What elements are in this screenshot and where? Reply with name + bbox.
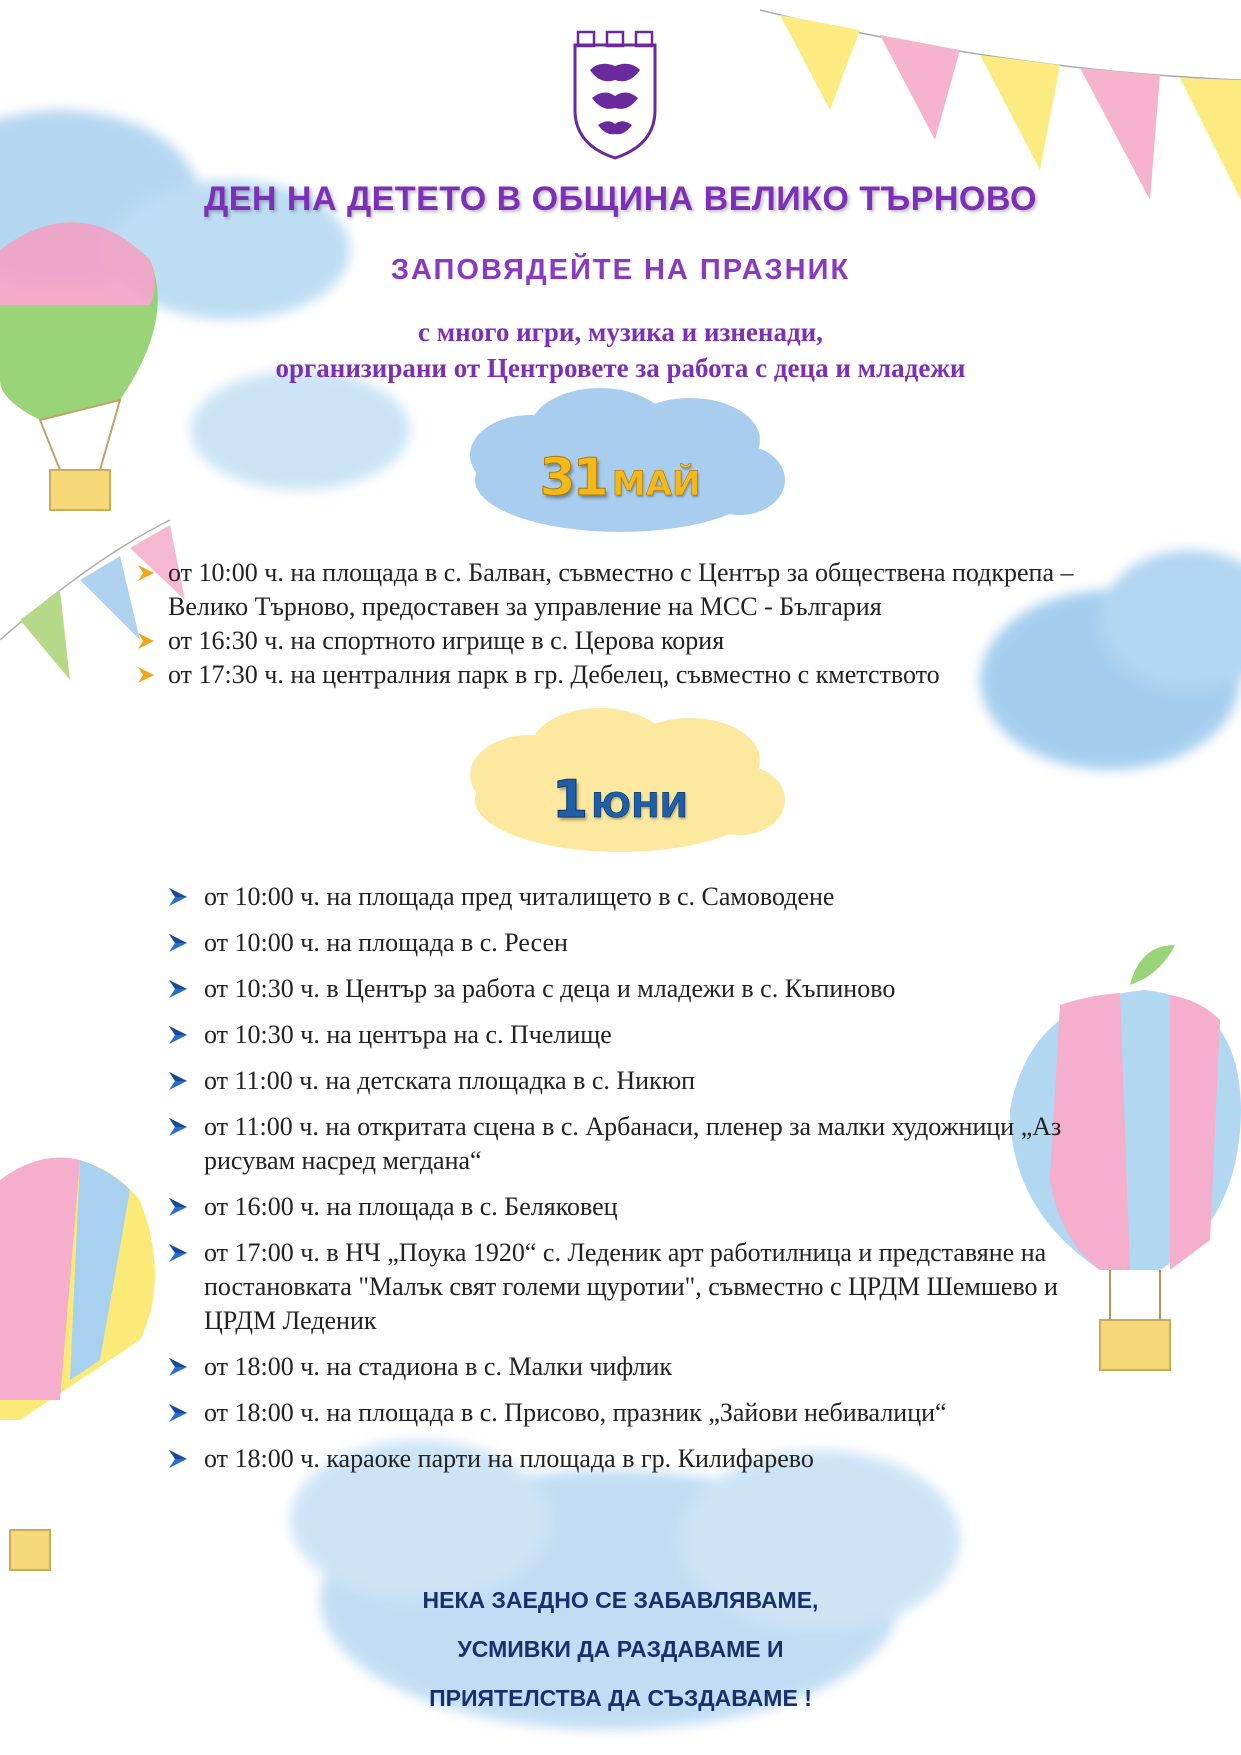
list-item [166,1236,1126,1338]
arrow-bullet-icon [166,977,190,1001]
page-title: ДЕН НА ДЕТЕТО В ОБЩИНА ВЕЛИКО ТЪРНОВО [204,180,1037,218]
list-item [166,1190,1126,1224]
arrow-bullet-icon [166,1115,190,1139]
arrow-bullet-icon [166,1355,190,1379]
event-text: от 10:30 ч. в Център за работа с деца и младежи в с. Къпиново [204,974,896,1003]
event-text: от 10:30 ч. на центъра на с. Пчелище [204,1020,612,1049]
event-text: от 11:00 ч. на откритата сцена в с. Арбанаси, пленер за малки художници „Аз рисувам насред мегдана“ [204,1112,1062,1175]
arrow-bullet-icon [166,1401,190,1425]
arrow-bullet-icon [134,561,158,585]
list-item [166,1350,1126,1384]
balloon-bottom-left [0,1158,155,1571]
list-item [166,1110,1126,1178]
list-item [134,658,1154,692]
closing-line-1: НЕКА ЗАЕДНО СЕ ЗАБАВЛЯВАМЕ, [422,1587,819,1613]
list-item [166,926,1126,960]
event-text: от 17:00 ч. в НЧ „Поука 1920“ с. Леденик арт работилница и представяне на постановката "Малък свят големи щуротии", съвместно с ЦРДМ Шемшево и ЦРДМ Леденик [204,1238,1058,1335]
list-item [166,1064,1126,1098]
subtitle-line-2: организирани от Центровете за работа с деца и младежи [275,353,966,383]
list-item [166,1396,1126,1430]
list-item [166,880,1126,914]
list-item [134,624,1154,658]
event-text: от 10:00 ч. на площада пред читалището в с. Самоводене [204,882,835,911]
bunting-top-right [760,10,1241,200]
arrow-bullet-icon [134,663,158,687]
event-text: от 18:00 ч. караоке парти на площада в гр. Килифарево [204,1444,814,1473]
event-text: от 16:00 ч. на площада в с. Беляковец [204,1192,618,1221]
date-month: ЮНИ [591,786,688,826]
arrow-bullet-icon [166,885,190,909]
arrow-bullet-icon [166,1241,190,1265]
date-month: МАЙ [611,464,701,504]
arrow-bullet-icon [166,1023,190,1047]
arrow-bullet-icon [134,629,158,653]
arrow-bullet-icon [166,1447,190,1471]
subtitle-line-1: с много игри, музика и изненади, [418,317,823,347]
closing-line-3: ПРИЯТЕЛСТВА ДА СЪЗДАВАМЕ ! [429,1685,812,1711]
events-list-may [134,556,1154,692]
date-label-june [480,770,760,840]
date-number: 31 [539,448,606,508]
events-list-june [166,880,1126,1488]
date-label-may [480,448,760,518]
event-text: от 18:00 ч. на стадиона в с. Малки чифлик [204,1352,673,1381]
invite-heading: ЗАПОВЯДЕЙТЕ НА ПРАЗНИК [390,254,851,286]
event-text: от 16:30 ч. на спортното игрище в с. Церова кория [168,626,725,655]
municipality-crest-icon [570,30,660,160]
list-item [166,1442,1126,1476]
event-text: от 10:00 ч. на площада в с. Ресен [204,928,568,957]
event-text: от 10:00 ч. на площада в с. Балван, съвместно с Център за обществена подкрепа – Велико Търново, предоставен за управление на МСС - България [168,558,1074,621]
event-text: от 18:00 ч. на площада в с. Присово, празник „Зайови небивалици“ [204,1398,947,1427]
arrow-bullet-icon [166,931,190,955]
arrow-bullet-icon [166,1069,190,1093]
event-text: от 11:00 ч. на детската площадка в с. Никюп [204,1066,696,1095]
list-item [134,556,1154,624]
event-text: от 17:30 ч. на централния парк в гр. Дебелец, съвместно с кметството [168,660,940,689]
closing-line-2: УСМИВКИ ДА РАЗДАВАМЕ И [457,1636,784,1662]
list-item [166,972,1126,1006]
arrow-bullet-icon [166,1195,190,1219]
date-number: 1 [551,770,586,830]
list-item [166,1018,1126,1052]
